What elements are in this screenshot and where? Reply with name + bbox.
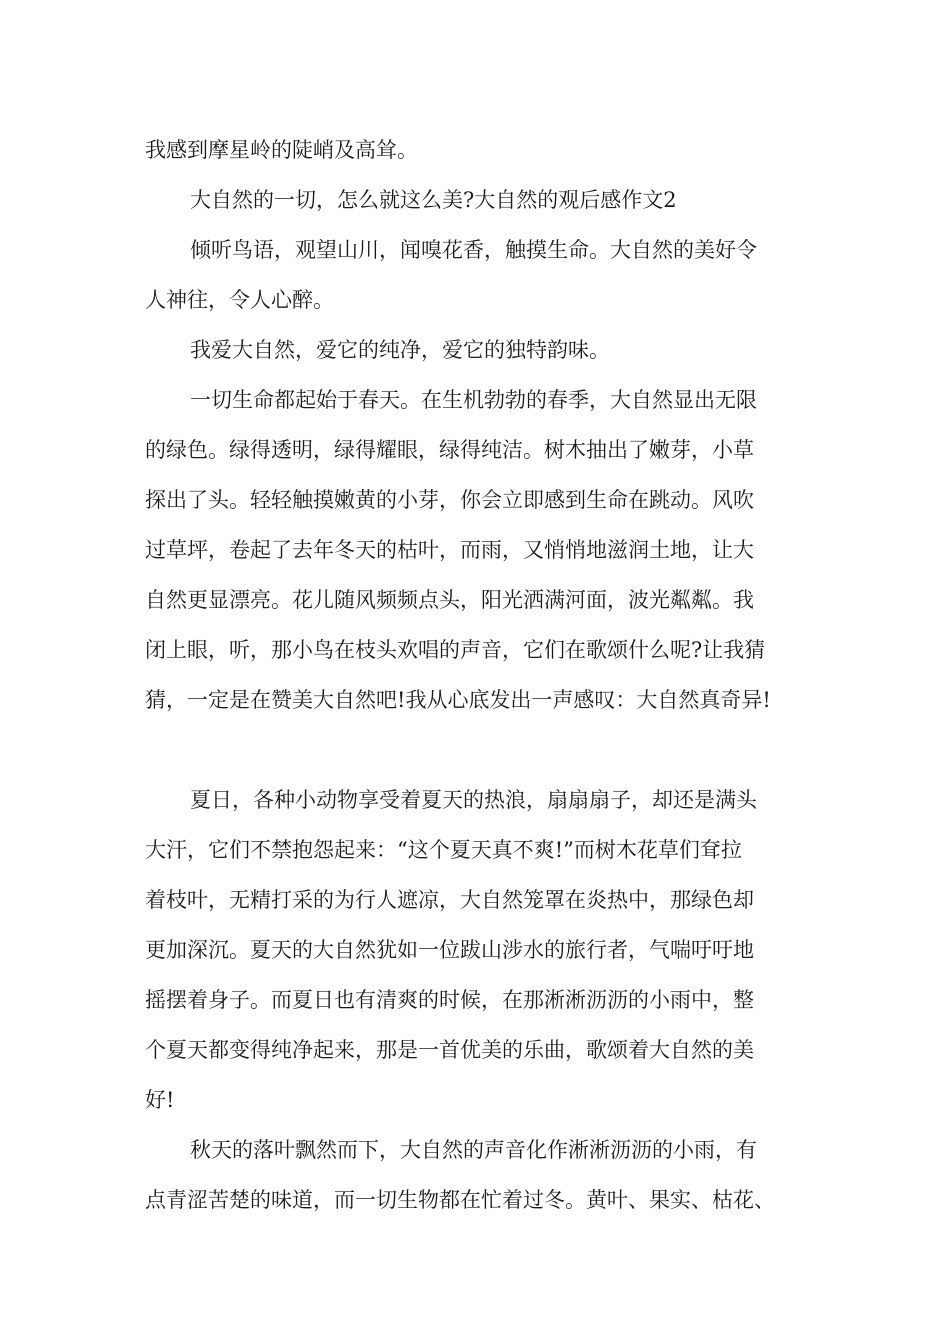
text-line: 夏日，各种小动物享受着夏天的热浪，扇扇扇子，却还是满头 <box>190 788 757 812</box>
text-line: 更加深沉。夏天的大自然犹如一位跋山涉水的旅行者，气喘吁吁地 <box>145 938 754 962</box>
text-line: 秋天的落叶飘然而下，大自然的声音化作淅淅沥沥的小雨，有 <box>190 1138 757 1162</box>
text-line: 点青涩苦楚的味道，而一切生物都在忙着过冬。黄叶、果实、枯花、 <box>145 1188 775 1212</box>
text-line: 好! <box>145 1088 175 1112</box>
text-line: 猜，一定是在赞美大自然吧!我从心底发出一声感叹：大自然真奇异! <box>145 688 771 712</box>
text-line: 一切生命都起始于春天。在生机勃勃的春季，大自然显出无限 <box>190 388 757 412</box>
text-line: 闭上眼，听，那小鸟在枝头欢唱的声音，它们在歌颂什么呢?让我猜 <box>145 638 766 662</box>
text-line: 探出了头。轻轻触摸嫩黄的小芽，你会立即感到生命在跳动。风吹 <box>145 488 754 512</box>
text-line: 过草坪，卷起了去年冬天的枯叶，而雨，又悄悄地滋润土地，让大 <box>145 538 754 562</box>
text-line: 摇摆着身子。而夏日也有清爽的时候，在那淅淅沥沥的小雨中，整 <box>145 988 754 1012</box>
text-line: 着枝叶，无精打采的为行人遮凉，大自然笼罩在炎热中，那绿色却 <box>145 888 754 912</box>
text-line: 个夏天都变得纯净起来，那是一首优美的乐曲，歌颂着大自然的美 <box>145 1038 754 1062</box>
text-line: 人神往，令人心醉。 <box>145 288 334 312</box>
text-line: 的绿色。绿得透明，绿得耀眼，绿得纯洁。树木抽出了嫩芽，小草 <box>145 438 754 462</box>
section-heading: 大自然的一切，怎么就这么美?大自然的观后感作文2 <box>190 188 677 212</box>
text-line: 大汗，它们不禁抱怨起来：“这个夏天真不爽!”而树木花草们耷拉 <box>145 838 742 862</box>
text-line: 我爱大自然，爱它的纯净，爱它的独特韵味。 <box>190 338 610 362</box>
text-line: 自然更显漂亮。花儿随风频频点头，阳光洒满河面，波光粼粼。我 <box>145 588 754 612</box>
text-line: 倾听鸟语，观望山川，闻嗅花香，触摸生命。大自然的美好令 <box>190 238 757 262</box>
text-line: 我感到摩星岭的陡峭及高耸。 <box>145 138 418 162</box>
